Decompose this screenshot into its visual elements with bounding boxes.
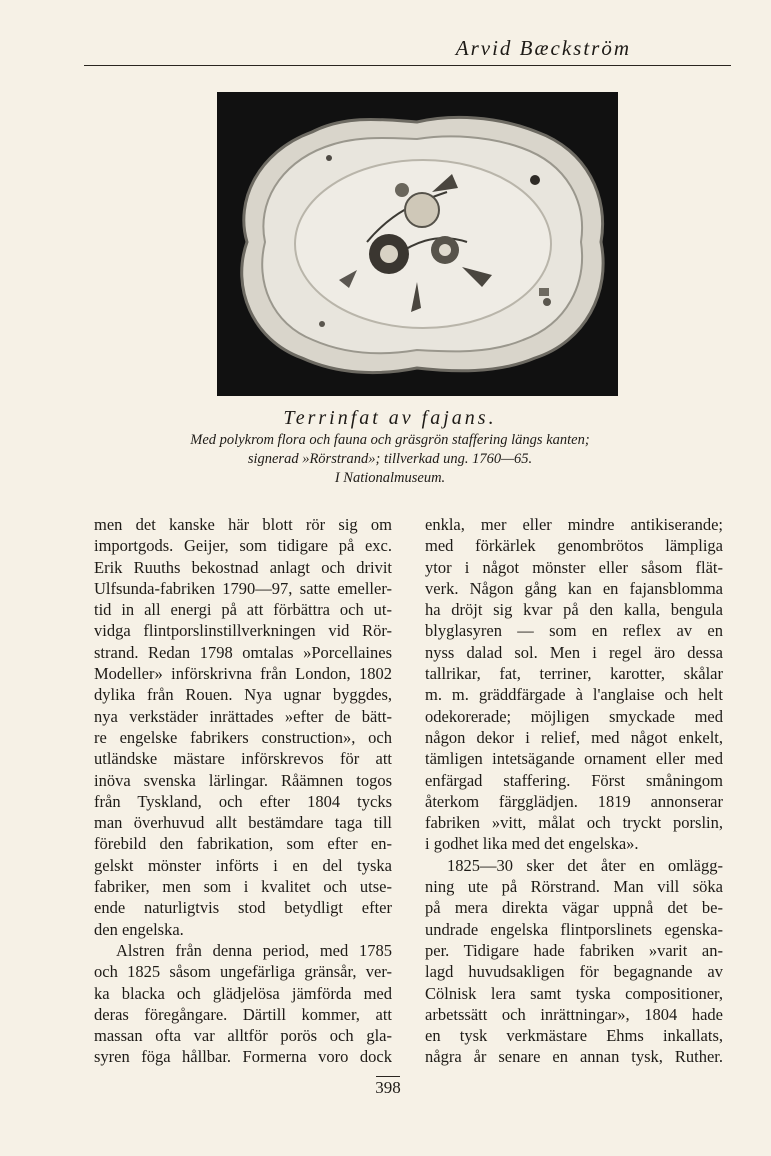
text-line: nya verkstäder inrättades »efter de bätt- bbox=[94, 706, 392, 726]
text-line: ning ute på Rörstrand. Man vill söka bbox=[425, 877, 723, 897]
text-line: med förkärlek genombrötos lämpliga bbox=[425, 536, 723, 556]
text-line: Cölnisk lera samt tyska compositioner, bbox=[425, 983, 723, 1003]
text-line: några år senare en annan tysk, Ruther. bbox=[425, 1047, 723, 1067]
text-line: förebild den fabrikation, som efter en- bbox=[94, 834, 392, 854]
text-line: en tysk verkmästare Ehms inkallats, bbox=[425, 1026, 723, 1046]
text-line: från Tyskland, och efter 1804 tycks bbox=[94, 791, 392, 811]
page-number: 398 bbox=[375, 1078, 401, 1097]
running-head: Arvid Bæckström bbox=[455, 36, 631, 60]
text-line: ytor i något mönster eller såsom flät- bbox=[425, 557, 723, 577]
text-line: odekorerade; möjligen smyckade med bbox=[425, 706, 723, 726]
faience-platter-photograph bbox=[217, 92, 618, 396]
text-line: Ulfsunda-fabriken 1790—97, satte emeller- bbox=[94, 578, 392, 598]
text-line: strand. Redan 1798 omtalas »Porcellaines bbox=[94, 642, 392, 662]
text-line: fabriker, men som i kvalitet och utse- bbox=[94, 877, 392, 897]
text-line: Erik Ruuths bekostnad anlagt och drivit bbox=[94, 557, 392, 577]
text-line: fabriken »vitt, målat och tryckt porslin, bbox=[425, 813, 723, 833]
text-line: deras föregångare. Därtill kommer, att bbox=[94, 1004, 392, 1024]
caption-line: signerad »Rörstrand»; tillverkad ung. 1760—65. bbox=[247, 451, 533, 467]
text-line: nyss dalad sol. Men i regel äro dessa bbox=[425, 642, 723, 662]
caption-line: Med polykrom flora och fauna och gräsgrön staffering längs kanten; bbox=[190, 432, 590, 448]
text-line: Alstren från denna period, med 1785 bbox=[116, 940, 392, 960]
text-line: återkom färgglädjen. 1819 annonserar bbox=[425, 791, 723, 811]
text-line: lagd huvudsakligen för begagnande av bbox=[425, 962, 723, 982]
text-line: blyglasyren — som en reflex av en bbox=[425, 621, 723, 641]
text-line: vidga flintporslinstillverkningen vid Rör- bbox=[94, 621, 392, 641]
text-line: någon dekor i relief, med något enkelt, bbox=[425, 727, 723, 747]
caption-line: I Nationalmuseum. bbox=[334, 470, 446, 486]
figure-caption bbox=[130, 405, 650, 488]
text-line: ka blacka och glädjelösa jämförda med bbox=[94, 983, 392, 1003]
text-line: verk. Någon gång kan en fajansblomma bbox=[425, 578, 723, 598]
text-line: man överhuvud allt bestämdare taga till bbox=[94, 813, 392, 833]
text-line: och 1825 såsom ungefärliga gränsår, ver- bbox=[94, 962, 392, 982]
text-line: enfärgad staffering. Först småningom bbox=[425, 770, 723, 790]
text-line: på mera direkta vägar uppnå det be- bbox=[425, 898, 723, 918]
text-line: enkla, mer eller mindre antikiserande; bbox=[425, 515, 723, 534]
text-line: arbetssätt och inrättningar», 1804 hade bbox=[425, 1004, 723, 1024]
text-line: Modeller» införskrivna från London, 1802 bbox=[94, 664, 392, 684]
figure-title: Terrinfat av fajans. bbox=[283, 407, 497, 429]
header-rule bbox=[84, 65, 731, 66]
text-line: massan ofta var alltför porös och gla- bbox=[94, 1026, 392, 1046]
text-line: re engelske fabrikers construction», och bbox=[94, 727, 392, 747]
text-line: 1825—30 sker det åter en omlägg- bbox=[447, 855, 723, 875]
text-line: per. Tidigare hade fabriken »varit an- bbox=[425, 940, 723, 960]
text-line: syren föga hållbar. Formerna voro dock bbox=[94, 1047, 392, 1067]
left-text-column bbox=[94, 514, 392, 1068]
text-line: importgods. Geijer, som tidigare på exc. bbox=[94, 536, 392, 556]
text-line: undrade engelska flintporslinets egenska- bbox=[425, 919, 723, 939]
text-line: inöva svenska lärlingar. Råämnen togos bbox=[94, 770, 392, 790]
text-line: den engelska. bbox=[94, 919, 184, 939]
text-line: dylika från Rouen. Nya ugnar byggdes, bbox=[94, 685, 392, 705]
text-line: tallrikar, fat, terriner, karotter, skålar bbox=[425, 664, 723, 684]
text-line: men det kanske här blott rör sig om bbox=[94, 515, 392, 534]
text-line: utländske mästare införskrevos för att bbox=[94, 749, 392, 769]
text-line: i godhet lika med det engelska». bbox=[425, 834, 639, 854]
right-text-column bbox=[425, 514, 723, 1068]
text-line: ha dröjt sig kvar på den kalla, bengula bbox=[425, 600, 723, 620]
text-line: tämligen intetsägande ornament eller med bbox=[425, 749, 723, 769]
text-line: ende naturligtvis stod betydligt efter bbox=[94, 898, 392, 918]
text-line: gelskt mönster införts i en del tyska bbox=[94, 855, 392, 875]
text-line: tid in all energi på att förbättra och ut- bbox=[94, 600, 392, 620]
text-line: m. m. gräddfärgade à l'anglaise och helt bbox=[425, 685, 723, 705]
page-number-rule bbox=[376, 1076, 400, 1077]
